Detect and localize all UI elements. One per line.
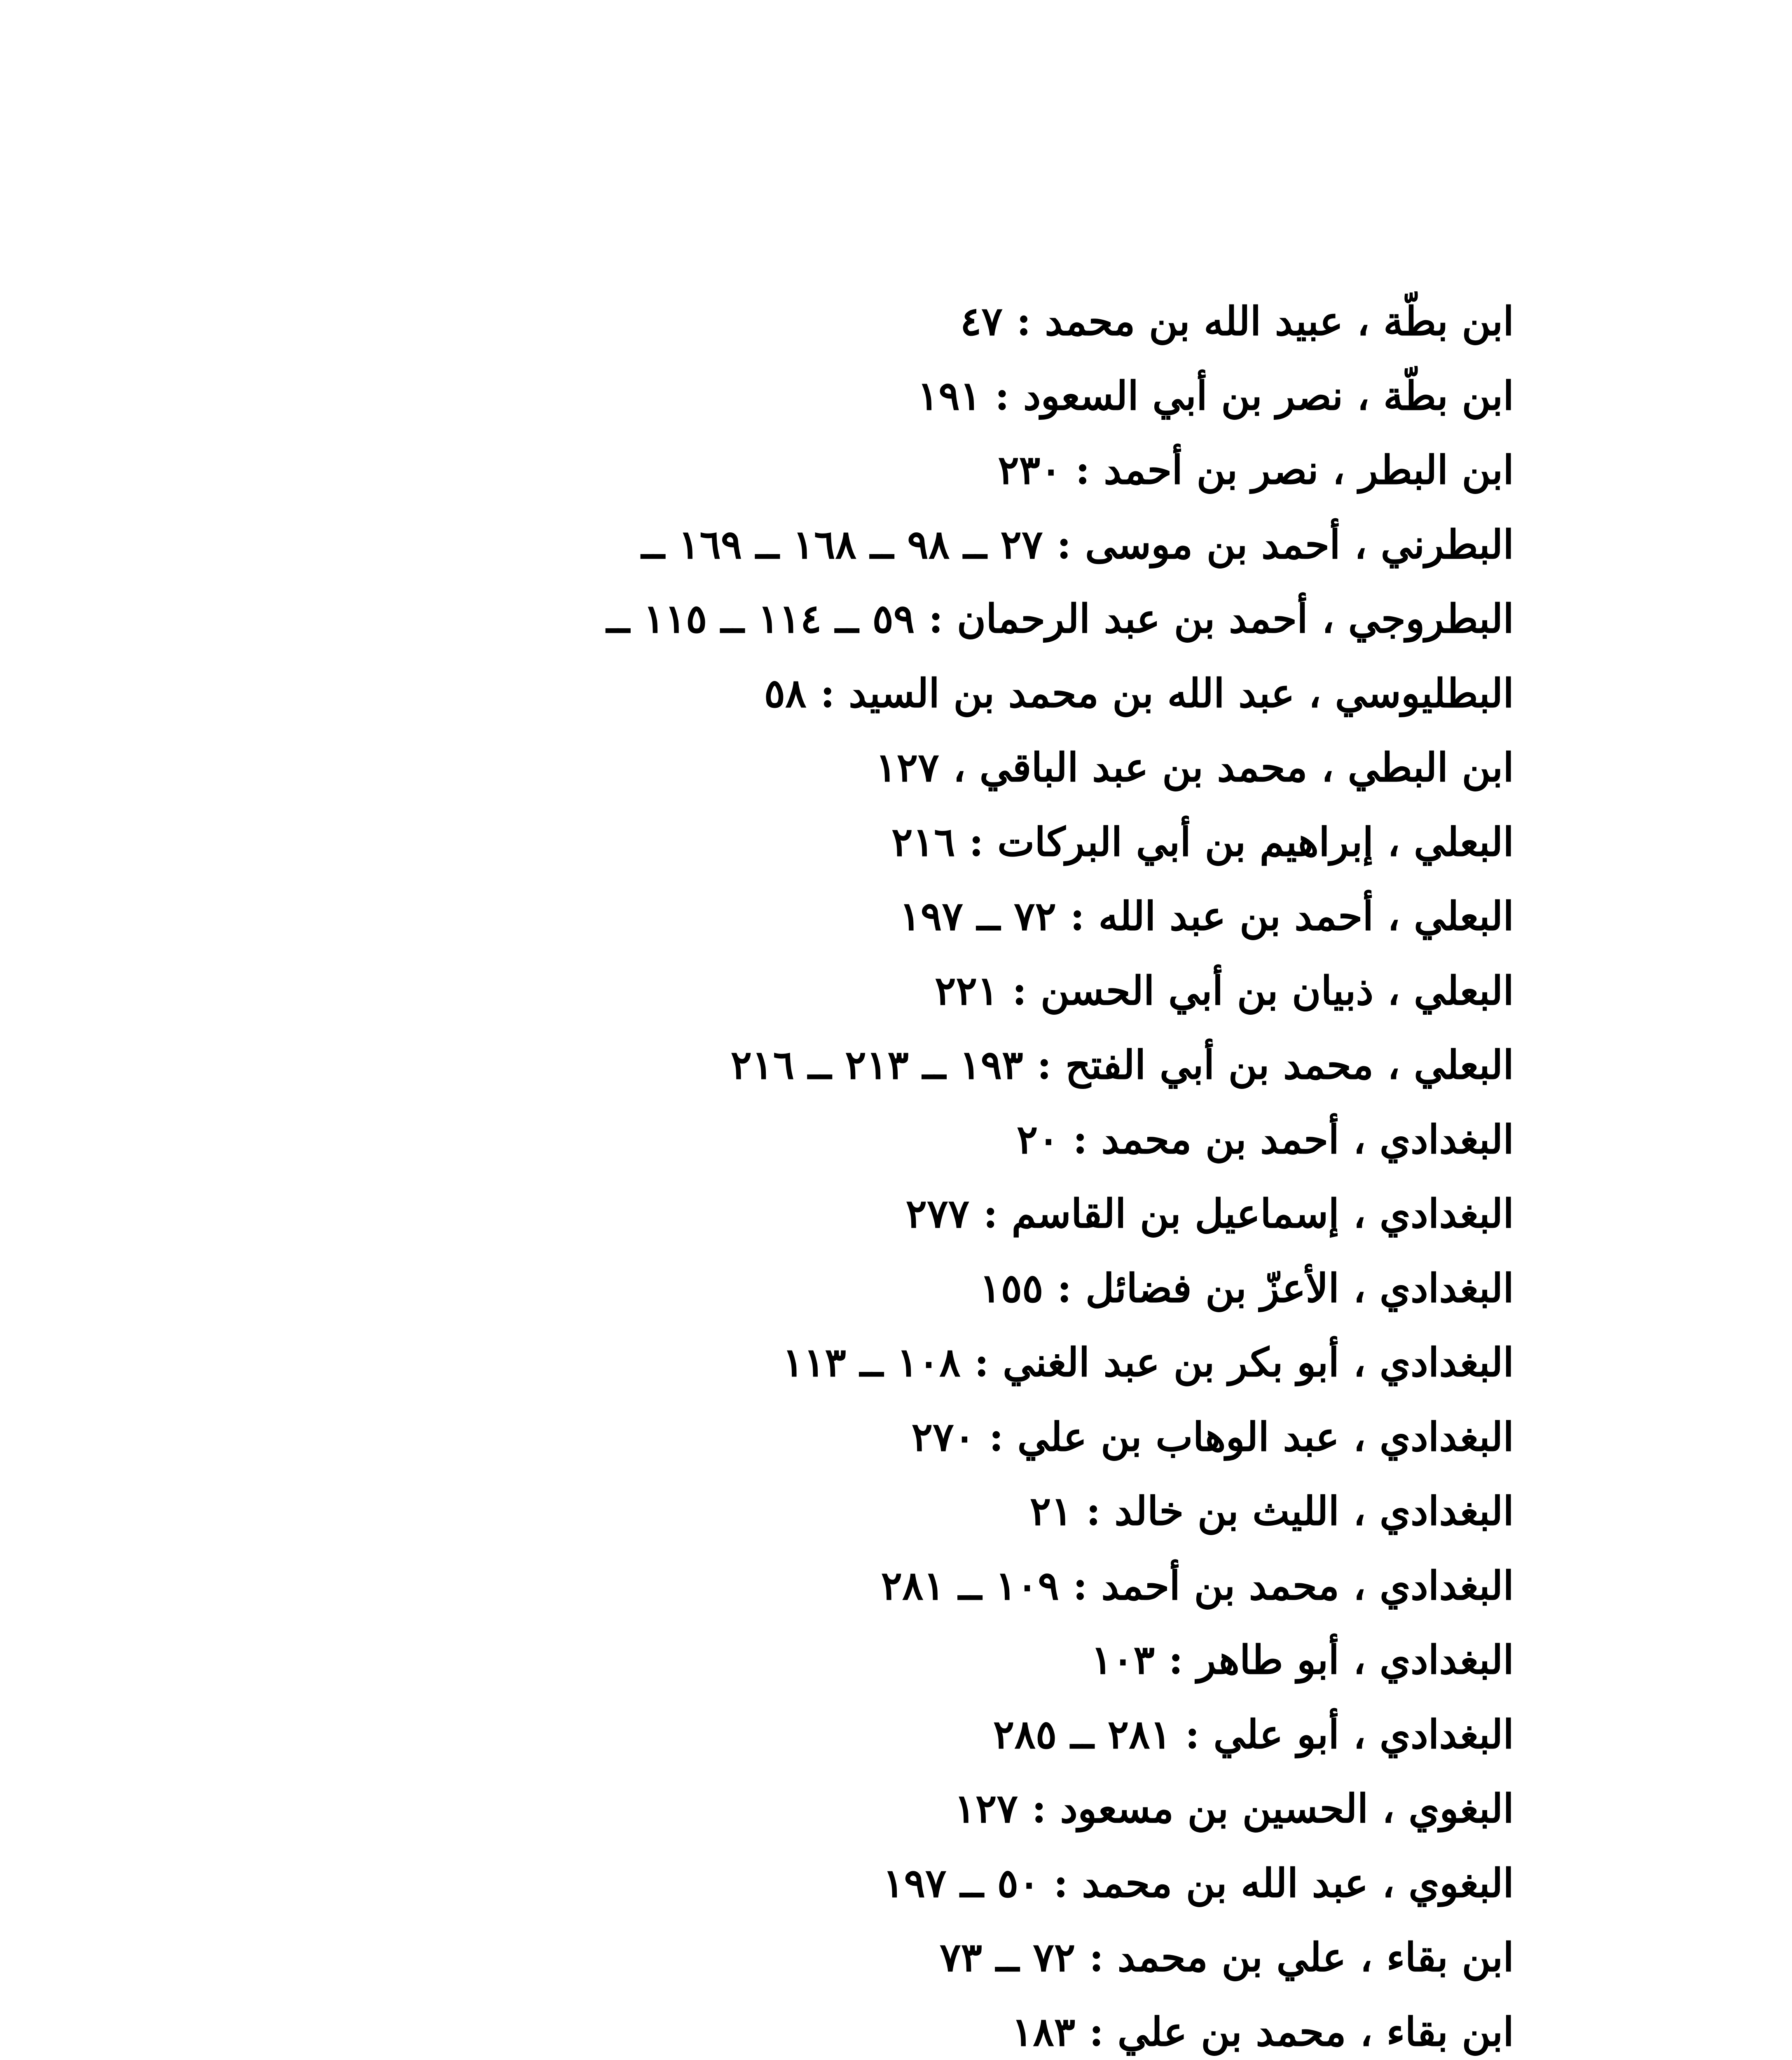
- index-entry: البطروجي ، أحمد بن عبد الرحمان : ٥٩ ــ ١١٤ ــ ١١٥ ــ: [606, 595, 1514, 642]
- index-entry: البعلي ، ذبيان بن أبي الحسن : ٢٢١: [934, 967, 1514, 1014]
- index-entry: ابن البطر ، نصر بن أحمد : ٢٣٠: [998, 447, 1514, 493]
- index-entry: ابن البطي ، محمد بن عبد الباقي ، ١٢٧: [875, 744, 1514, 791]
- index-entry: البغدادي ، إسماعيل بن القاسم : ٢٧٧: [905, 1190, 1514, 1237]
- index-entry: البغدادي ، أبو بكر بن عبد الغني : ١٠٨ ــ ١١٣: [782, 1339, 1514, 1386]
- index-entry: البغدادي ، عبد الوهاب بن علي : ٢٧٠: [911, 1413, 1514, 1460]
- index-entry: البغدادي ، أبو علي : ٢٨١ ــ ٢٨٥: [993, 1711, 1514, 1758]
- index-entry: البغدادي ، أحمد بن محمد : ٢٠: [1016, 1116, 1514, 1163]
- index-entry: البغدادي ، محمد بن أحمد : ١٠٩ ــ ٢٨١: [881, 1562, 1514, 1609]
- index-entry: البغدادي ، الأعزّ بن فضائل : ١٥٥: [979, 1264, 1514, 1311]
- index-entry: ابن بطّة ، عبيد الله بن محمد : ٤٧: [960, 298, 1514, 344]
- index-entry: البعلي ، أحمد بن عبد الله : ٧٢ ــ ١٩٧: [899, 893, 1514, 939]
- index-entry: ابن بقاء ، علي بن محمد : ٧٢ ــ ٧٣: [939, 1934, 1514, 1980]
- index-entry: البطليوسي ، عبد الله بن محمد بن السيد : ٥٨: [764, 670, 1514, 716]
- index-entry: البعلي ، محمد بن أبي الفتح : ١٩٣ ــ ٢١٣ ــ ٢١٦: [730, 1042, 1514, 1088]
- index-entry: البعلي ، إبراهيم بن أبي البركات : ٢١٦: [891, 818, 1514, 865]
- index-entry: البغدادي ، أبو طاهر : ١٠٣: [1091, 1636, 1514, 1683]
- index-entry: ابن بطّة ، نصر بن أبي السعود : ١٩١: [917, 372, 1514, 419]
- index-entry: البغدادي ، الليث بن خالد : ٢١: [1029, 1488, 1514, 1534]
- index-entry: ابن بقاء ، محمد بن علي : ١٨٣: [1011, 2008, 1514, 2055]
- name-index-list: [229, 284, 1514, 2060]
- index-entry: البطرني ، أحمد بن موسى : ٢٧ ــ ٩٨ ــ ١٦٨ ــ ١٦٩ ــ: [641, 521, 1514, 568]
- index-entry: البغوي ، الحسين بن مسعود : ١٢٧: [954, 1785, 1514, 1832]
- index-entry: البغوي ، عبد الله بن محمد : ٥٠ ــ ١٩٧: [882, 1859, 1514, 1906]
